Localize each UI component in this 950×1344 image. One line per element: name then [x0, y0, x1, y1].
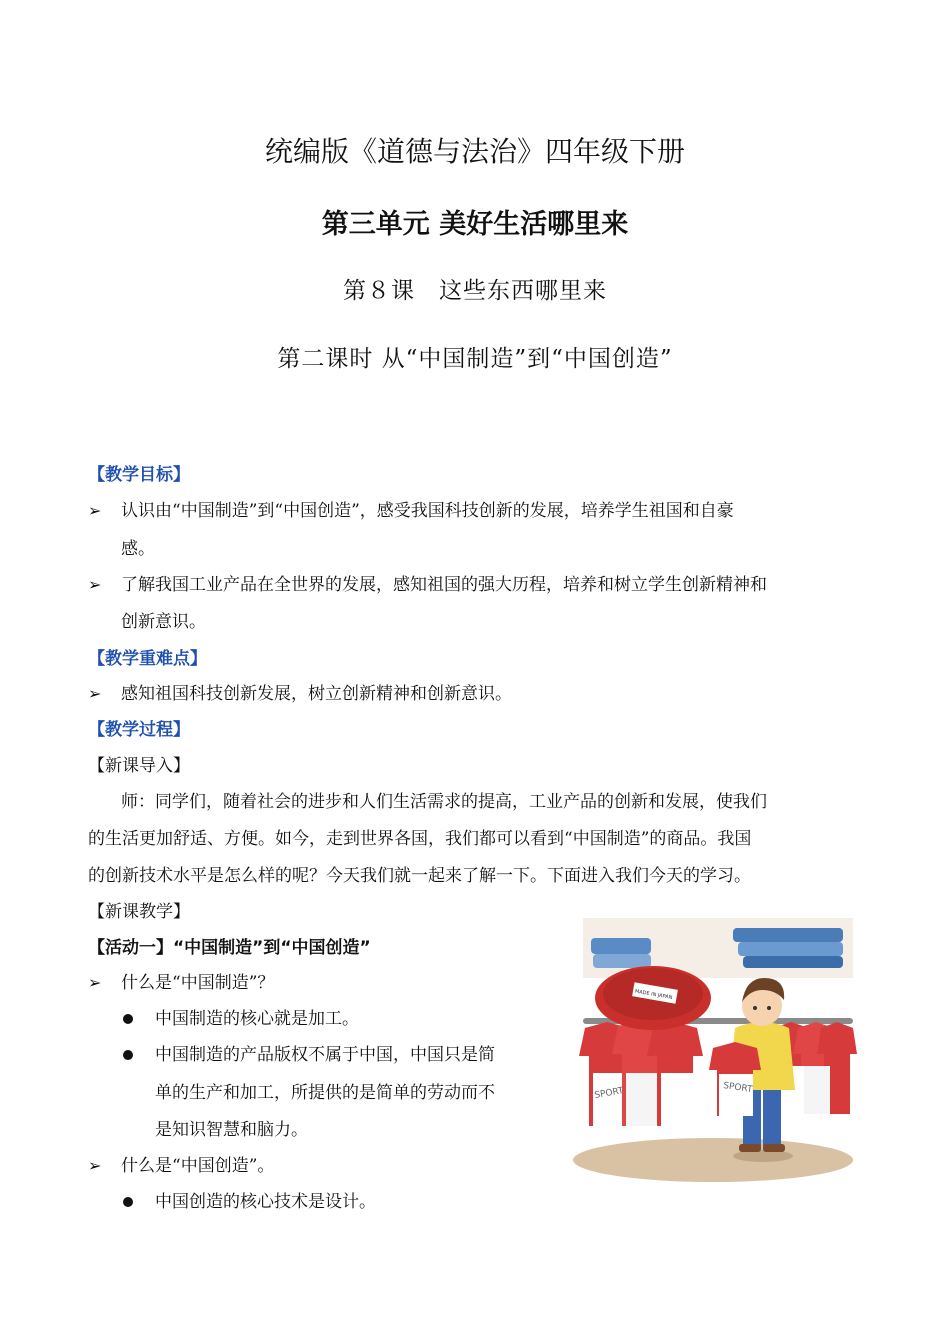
period-title: 第二课时 从“中国制造”到“中国创造” [277, 346, 673, 372]
goal-item-2-line1: 了解我国工业产品在全世界的发展，感知祖国的强大历程，培养和树立学生创新精神和 [121, 575, 767, 595]
hat-display [595, 966, 711, 1030]
question-created-in-china: 什么是“中国创造”。 [121, 1156, 275, 1176]
arrow-bullet-icon: ➢ [88, 684, 102, 703]
made-point-2: 中国制造的产品版权不属于中国，中国只是简 [155, 1045, 495, 1065]
unit-title: 第三单元 美好生活哪里来 [321, 209, 629, 240]
made-point-1: 中国制造的核心就是加工。 [155, 1009, 359, 1029]
arrow-bullet-icon: ➢ [88, 575, 102, 594]
bullet-dot-icon [123, 1014, 133, 1024]
teaching-heading: 【新课教学】 [88, 902, 190, 922]
made-in-label: MADE IN JAPAN [634, 988, 673, 1002]
intro-paragraph-line3: 的创新技术水平是怎么样的呢？今天我们就一起来了解一下。下面进入我们今天的学习。 [88, 866, 751, 886]
goal-item-1-line2: 感。 [121, 539, 155, 559]
lesson-title: 第８课 这些东西哪里来 [343, 278, 607, 304]
created-point-1: 中国创造的核心技术是设计。 [155, 1192, 376, 1212]
sport-label-right: SPORT [722, 1081, 754, 1096]
bullet-dot-icon [123, 1050, 133, 1060]
bullet-dot-icon [123, 1197, 133, 1207]
shirt-group-left [579, 1020, 703, 1126]
arrow-bullet-icon: ➢ [88, 973, 102, 992]
activity-one-heading: 【活动一】“中国制造”到“中国创造” [88, 938, 371, 958]
goals-heading: 【教学目标】 [88, 465, 190, 485]
question-made-in-china: 什么是“中国制造”？ [121, 973, 275, 993]
made-point-2-cont2: 是知识智慧和脑力。 [155, 1120, 308, 1140]
arrow-bullet-icon: ➢ [88, 1156, 102, 1175]
intro-heading: 【新课导入】 [88, 756, 190, 776]
intro-paragraph-line1: 师：同学们，随着社会的进步和人们生活需求的提高，工业产品的创新和发展，使我们 [121, 792, 767, 812]
goal-item-2-line2: 创新意识。 [121, 612, 206, 632]
sport-label-left: SPORT [593, 1086, 625, 1101]
goal-item-1-line1: 认识由“中国制造”到“中国创造”，感受我国科技创新的发展，培养学生祖国和自豪 [121, 501, 734, 521]
document-title: 统编版《道德与法治》四年级下册 [264, 135, 685, 168]
process-heading: 【教学过程】 [88, 720, 190, 740]
intro-paragraph-line2: 的生活更加舒适、方便。如今，走到世界各国，我们都可以看到“中国制造”的商品。我国 [88, 829, 752, 849]
arrow-bullet-icon: ➢ [88, 501, 102, 520]
key-points-heading: 【教学重难点】 [88, 649, 207, 669]
made-point-2-cont1: 单的生产和加工，所提供的是简单的劳动而不 [155, 1083, 495, 1103]
shopping-boy-illustration [563, 898, 859, 1186]
key-point-item: 感知祖国科技创新发展，树立创新精神和创新意识。 [121, 684, 512, 704]
